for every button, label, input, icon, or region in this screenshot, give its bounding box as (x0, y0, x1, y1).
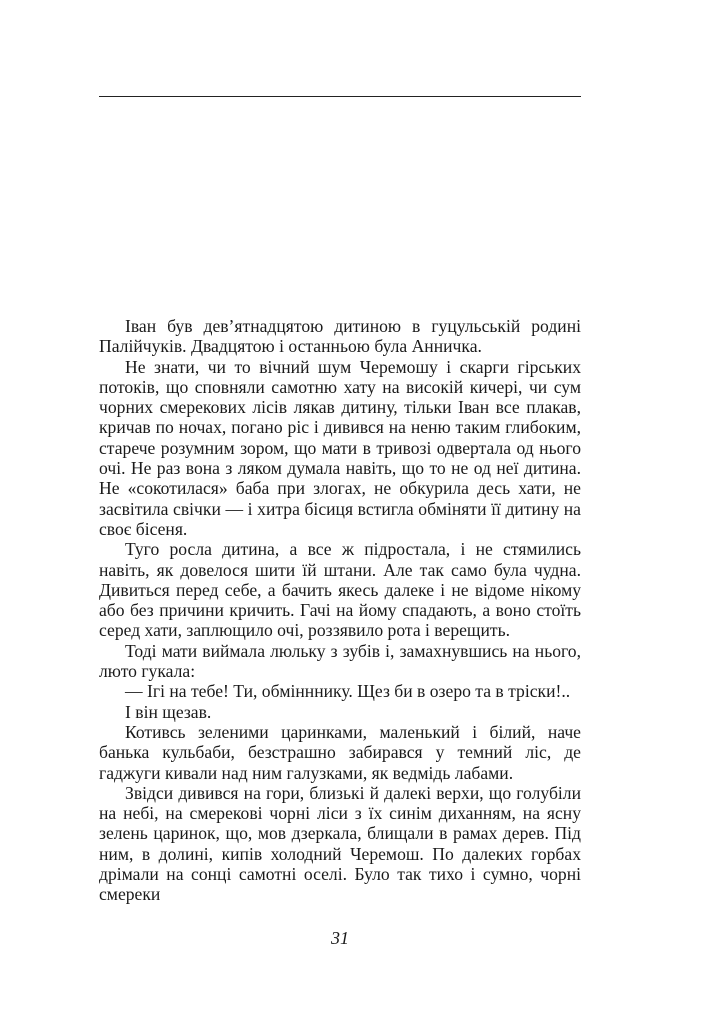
paragraph: Тоді мати виймала люльку з зубів і, замахнувшись на нього, люто гукала: (99, 640, 581, 682)
paragraph: — Ігі на тебе! Ти, обмінннику. Щез би в озеро та в тріски!.. (125, 681, 571, 702)
paragraph: Звідси дивився на гори, близькі й далекі верхи, що голубіли на небі, на смерекові чорні ліси з їх синім диханням, на ясну зелень царинок, що, мов дзеркала, блищали в рамах дерев. Під ним, в долині, кипів холодний Черемош. По далеких горбах дрімали на сонці самотні оселі. Було так тихо і сумно, чорні смереки (99, 782, 581, 905)
paragraph: Іван був дев’ятнадцятою дитиною в гуцульській родині Палійчуків. Двадцятою і останньою була Анничка. (99, 316, 581, 357)
paragraph: Котивсь зеленими царинками, маленький і білий, наче банька кульбаби, безстрашно забирався у темний ліс, де гаджуги кивали над ним галузками, як ведмідь лабами. (99, 721, 581, 783)
paragraph: І він щезав. (125, 701, 212, 722)
paragraph: Туго росла дитина, а все ж підростала, і не стямились навіть, як довелося шити їй штани. Але так само була чудна. Дивиться перед себе, а бачить якесь далеке і не відоме нікому або без причини кричить. Гачі на йому спадають, а воно стоїть серед хати, заплющило очі, роззявило рота і верещить. (99, 539, 581, 641)
header-rule (99, 96, 581, 97)
body-text (99, 316, 581, 905)
paragraph: Не знати, чи то вічний шум Черемошу і скарги гірських потоків, що сповняли самотню хату на високій кичері, чи сум чорних смерекових лісів лякав дитину, тільки Іван все плакав, кричав по ночах, погано ріс і дивився на неню таким глибоким, старече розумним зором, що мати в тривозі одвертала од нього очі. Не раз вона з ляком думала навіть, що то не од неї дитина. Не «сокотилася» баба при злогах, не обкурила десь хати, не засвітила свічки — і хитра бісиця встигла обміняти її дитину на своє бісеня. (99, 356, 581, 539)
page-number: 31 (331, 928, 349, 948)
